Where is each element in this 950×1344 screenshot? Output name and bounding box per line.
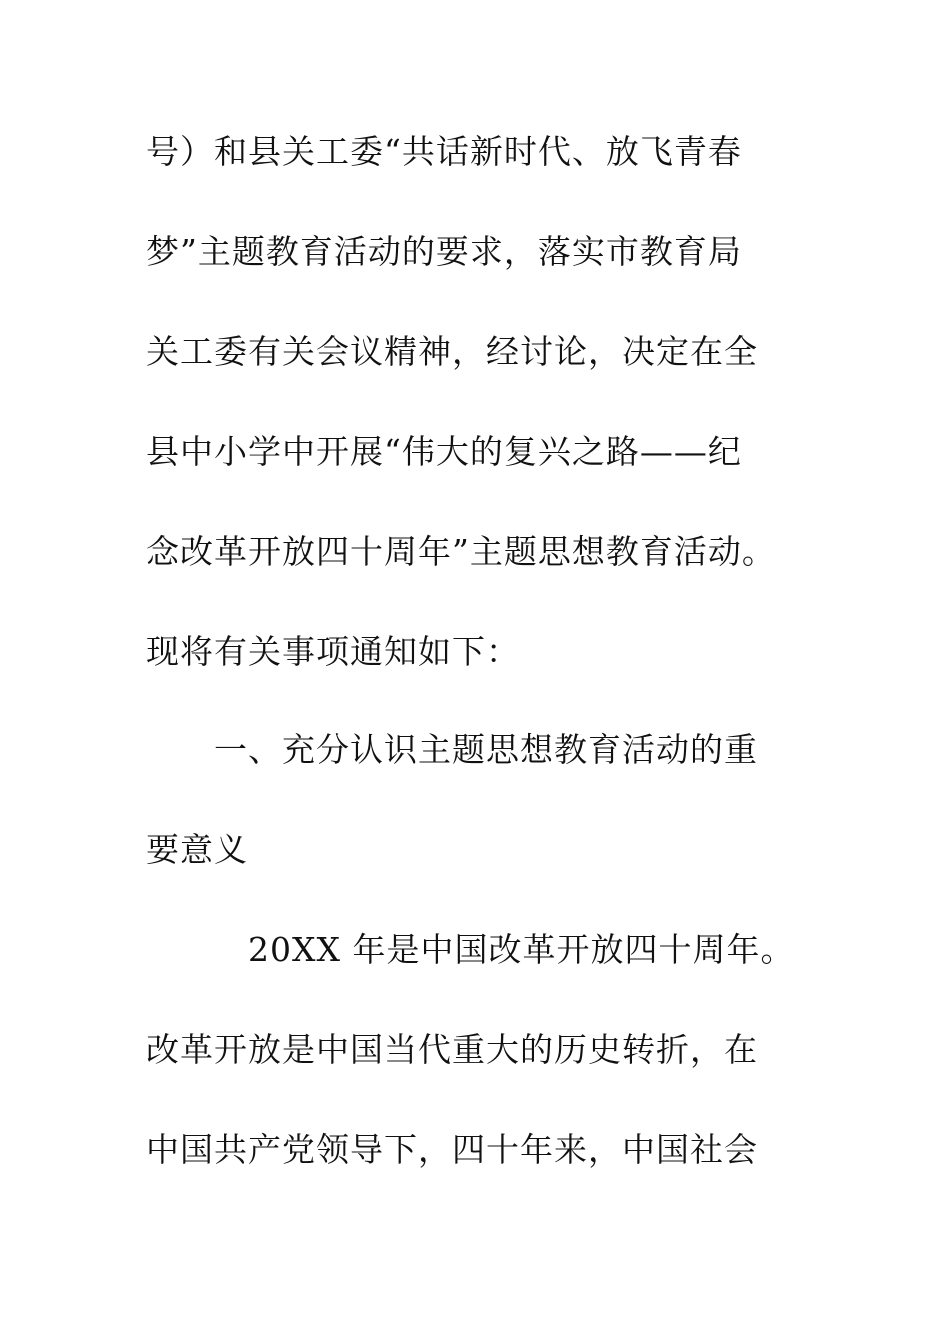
section-heading-continuation: 要意义 <box>146 830 248 869</box>
text-line: 县中小学中开展“伟大的复兴之路——纪 <box>146 432 742 471</box>
text-line: 号）和县关工委“共话新时代、放飞青春 <box>146 132 742 171</box>
text-line: 梦”主题教育活动的要求，落实市教育局 <box>146 232 742 271</box>
text-line: 念改革开放四十周年”主题思想教育活动。 <box>146 532 776 571</box>
text-line: 改革开放是中国当代重大的历史转折，在 <box>146 1030 758 1069</box>
text-line: 现将有关事项通知如下： <box>146 632 520 671</box>
paragraph-start: 20XX 年是中国改革开放四十周年。 <box>248 930 795 969</box>
text-line: 关工委有关会议精神，经讨论，决定在全 <box>146 332 758 371</box>
section-heading: 一、充分认识主题思想教育活动的重 <box>214 730 758 769</box>
text-line: 中国共产党领导下，四十年来，中国社会 <box>146 1130 758 1169</box>
